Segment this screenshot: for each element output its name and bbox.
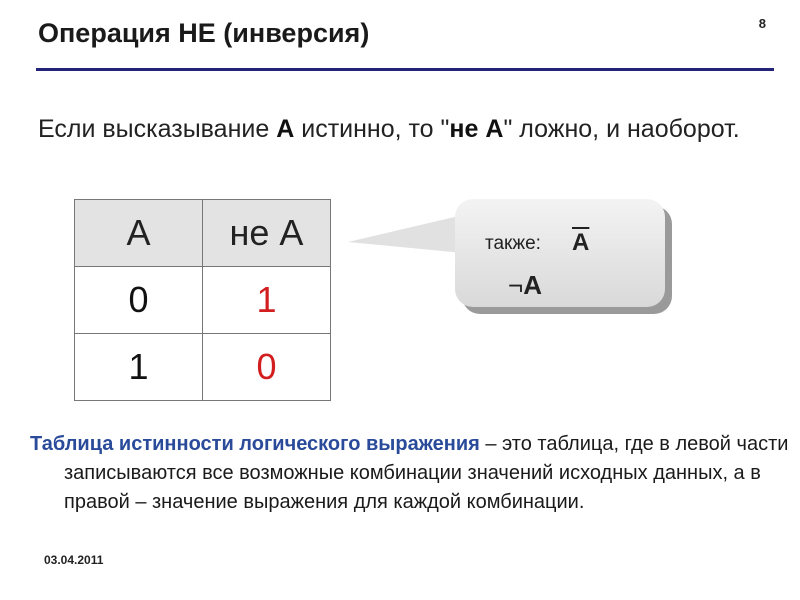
definition-term: Таблица истинности логического выражения <box>30 433 480 455</box>
cell-a: 0 <box>75 267 203 334</box>
truth-table-header-row <box>75 200 331 267</box>
slide-date: 03.04.2011 <box>44 553 104 567</box>
statement-part-3: " ложно, и наоборот. <box>503 115 740 143</box>
cell-a: 1 <box>75 334 203 401</box>
statement-part-2: истинно, то " <box>294 115 450 143</box>
statement-text <box>38 110 768 148</box>
negation-notation <box>508 270 542 301</box>
header-not-a: не А <box>203 200 331 267</box>
statement-var-a: А <box>276 115 295 143</box>
statement-part-1: Если высказывание <box>38 115 277 143</box>
callout-pointer <box>348 205 468 255</box>
also-label: также: <box>485 233 541 254</box>
statement-not-a: не А <box>449 115 504 143</box>
negation-var: A <box>523 270 542 300</box>
cell-not-a: 1 <box>203 267 331 334</box>
cell-not-a: 0 <box>203 334 331 401</box>
page-number: 8 <box>758 16 766 31</box>
table-row <box>75 334 331 401</box>
header-a: А <box>75 200 203 267</box>
negation-symbol: ¬ <box>508 270 524 300</box>
overline-notation: $\overline{A}$ <box>572 229 590 256</box>
definition-text: – это таблица, где в левой части записываются все возможные комбинации значений исходных данных, а в правой – значение выражения для каждой комбинации. <box>64 433 789 513</box>
table-row <box>75 267 331 334</box>
title-divider <box>36 68 774 71</box>
truth-table <box>74 199 331 401</box>
slide-title: Операция НЕ (инверсия) <box>38 18 370 48</box>
definition-paragraph <box>30 430 800 517</box>
